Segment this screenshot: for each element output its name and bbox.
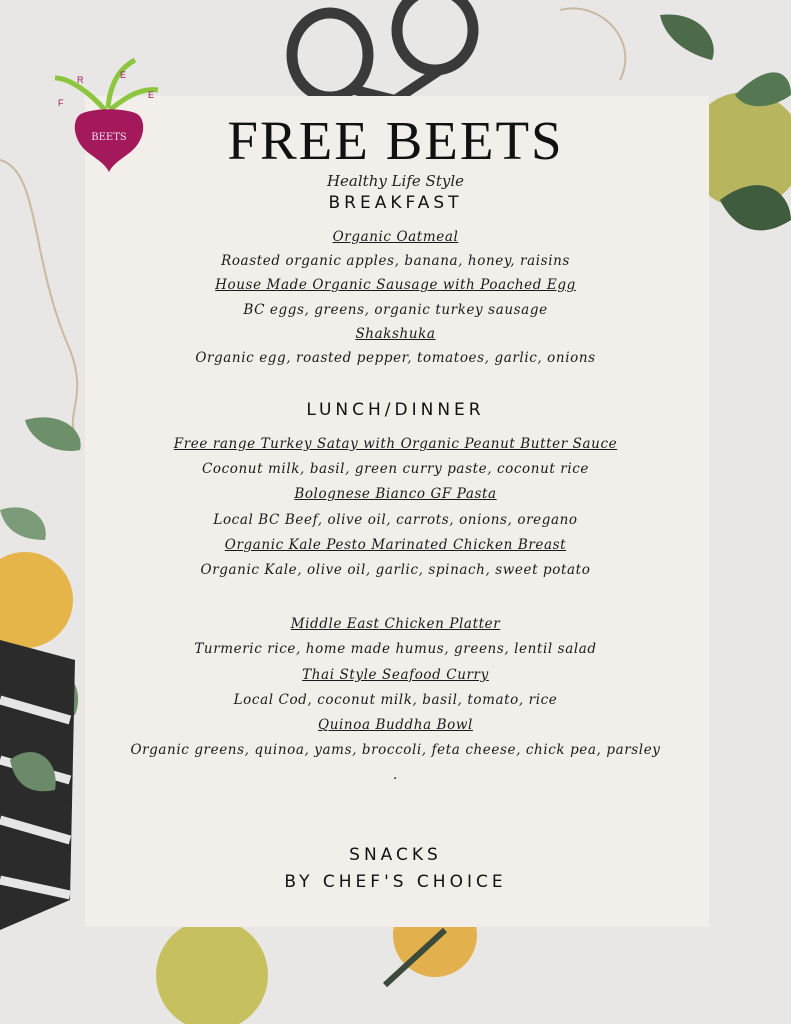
dish-name: Shakshuka [355, 326, 436, 342]
dish-description: Roasted organic apples, banana, honey, raisins [221, 253, 570, 269]
logo-text: BEETS [91, 132, 127, 143]
dish-description: Organic egg, roasted pepper, tomatoes, garlic, onions [195, 350, 596, 366]
logo-letter-f: F [58, 98, 64, 108]
dish-description: Local BC Beef, olive oil, carrots, onions, oregano [213, 512, 578, 528]
trailing-dot: . [393, 767, 398, 783]
dish-name: Bolognese Bianco GF Pasta [294, 486, 497, 502]
dish-name: Thai Style Seafood Curry [302, 667, 489, 683]
dish-name: Middle East Chicken Platter [290, 616, 501, 632]
dish-description: Local Cod, coconut milk, basil, tomato, rice [233, 692, 558, 708]
snacks-subheading: BY CHEF'S CHOICE [284, 872, 507, 892]
dish-description: Organic greens, quinoa, yams, broccoli, feta cheese, chick pea, parsley [130, 742, 661, 758]
subtitle: Healthy Life Style [326, 172, 465, 190]
dish-description: Coconut milk, basil, green curry paste, coconut rice [201, 461, 590, 477]
page-title: FREE BEETS [227, 110, 564, 171]
dish-description: BC eggs, greens, organic turkey sausage [243, 302, 548, 318]
logo-letter-e2: E [148, 90, 155, 100]
dish-description: Organic Kale, olive oil, garlic, spinach, sweet potato [200, 562, 591, 578]
snacks-heading: SNACKS [349, 845, 442, 865]
dish-name: Free range Turkey Satay with Organic Peanut Butter Sauce [173, 436, 618, 452]
dish-name: Quinoa Buddha Bowl [318, 717, 473, 733]
dish-name: Organic Kale Pesto Marinated Chicken Breast [224, 537, 567, 553]
breakfast-heading: BREAKFAST [328, 193, 463, 213]
logo-letter-r: R [77, 75, 84, 85]
dish-description: Turmeric rice, home made humus, greens, lentil salad [194, 641, 597, 657]
leaves-icon [55, 60, 158, 110]
logo-letter-e: E [120, 70, 127, 80]
dish-name: House Made Organic Sausage with Poached Egg [215, 277, 576, 293]
lunch-dinner-heading: LUNCH/DINNER [306, 400, 485, 420]
dish-name: Organic Oatmeal [332, 229, 459, 245]
